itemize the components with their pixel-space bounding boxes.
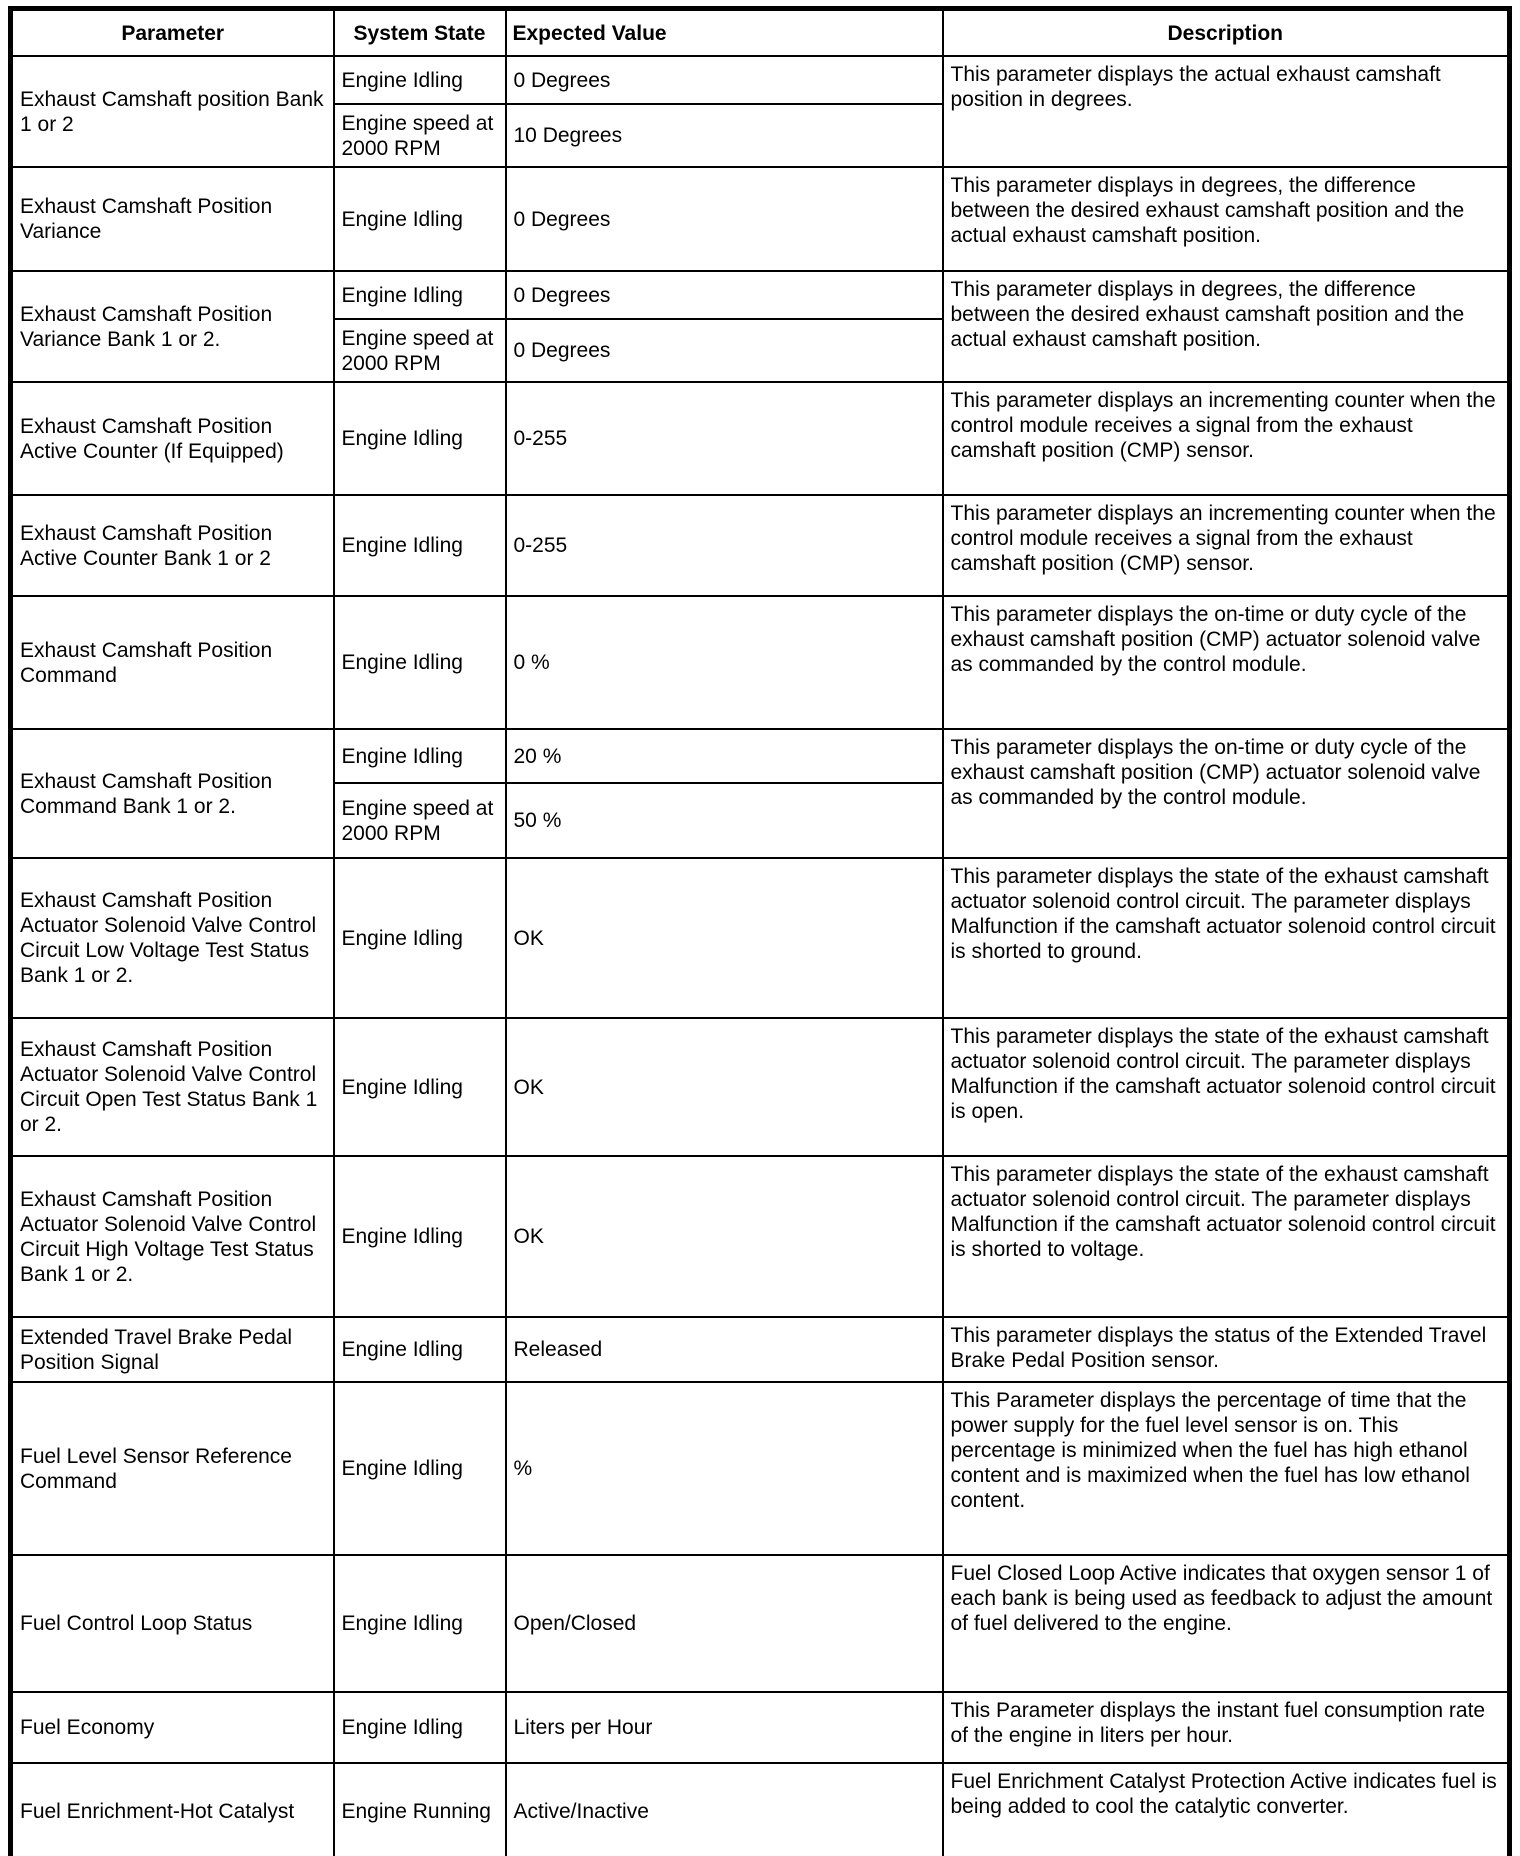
table-row xyxy=(11,729,1510,783)
system-state-cell: Engine Idling xyxy=(334,1555,506,1692)
system-state-cell: Engine Idling xyxy=(334,271,506,319)
parameter-table xyxy=(8,6,1512,1856)
description-cell: Fuel Enrichment Catalyst Protection Active indicates fuel is being added to cool the catalytic converter. xyxy=(943,1763,1510,1856)
table-row xyxy=(11,858,1510,1018)
parameter-cell: Fuel Enrichment-Hot Catalyst xyxy=(11,1763,334,1856)
description-cell: This parameter displays in degrees, the difference between the desired exhaust camshaft position and the actual exhaust camshaft position. xyxy=(943,271,1510,382)
expected-value-cell: Open/Closed xyxy=(506,1555,943,1692)
expected-value-cell: 0-255 xyxy=(506,495,943,596)
system-state-cell: Engine Idling xyxy=(334,1692,506,1763)
system-state-cell: Engine Running xyxy=(334,1763,506,1856)
parameter-cell: Fuel Level Sensor Reference Command xyxy=(11,1382,334,1555)
header-expected-value: Expected Value xyxy=(506,9,943,57)
parameter-cell: Exhaust Camshaft Position Variance xyxy=(11,167,334,271)
description-cell: This parameter displays an incrementing counter when the control module receives a signal from the exhaust camshaft position (CMP) sensor. xyxy=(943,495,1510,596)
parameter-cell: Exhaust Camshaft Position Actuator Solenoid Valve Control Circuit High Voltage Test Status Bank 1 or 2. xyxy=(11,1156,334,1317)
parameter-cell: Exhaust Camshaft Position Actuator Solenoid Valve Control Circuit Open Test Status Bank 1 or 2. xyxy=(11,1018,334,1156)
system-state-cell: Engine Idling xyxy=(334,1156,506,1317)
expected-value-cell: % xyxy=(506,1382,943,1555)
parameter-cell: Fuel Control Loop Status xyxy=(11,1555,334,1692)
table-row xyxy=(11,1692,1510,1763)
expected-value-cell: Released xyxy=(506,1317,943,1382)
expected-value-cell: 50 % xyxy=(506,783,943,858)
table-row xyxy=(11,1555,1510,1692)
table-row xyxy=(11,1763,1510,1856)
parameter-cell: Exhaust Camshaft Position Active Counter (If Equipped) xyxy=(11,382,334,495)
expected-value-cell: 20 % xyxy=(506,729,943,783)
expected-value-cell: OK xyxy=(506,1018,943,1156)
description-cell: This parameter displays the status of the Extended Travel Brake Pedal Position sensor. xyxy=(943,1317,1510,1382)
description-cell: Fuel Closed Loop Active indicates that oxygen sensor 1 of each bank is being used as feedback to adjust the amount of fuel delivered to the engine. xyxy=(943,1555,1510,1692)
table-row xyxy=(11,271,1510,319)
description-cell: This parameter displays the state of the exhaust camshaft actuator solenoid control circuit. The parameter displays Malfunction if the camshaft actuator solenoid control circuit is shorted to ground. xyxy=(943,858,1510,1018)
header-row xyxy=(11,9,1510,57)
description-cell: This parameter displays the actual exhaust camshaft position in degrees. xyxy=(943,56,1510,167)
system-state-cell: Engine speed at 2000 RPM xyxy=(334,783,506,858)
parameter-cell: Extended Travel Brake Pedal Position Signal xyxy=(11,1317,334,1382)
expected-value-cell: OK xyxy=(506,1156,943,1317)
parameter-cell: Exhaust Camshaft Position Active Counter Bank 1 or 2 xyxy=(11,495,334,596)
description-cell: This parameter displays the on-time or duty cycle of the exhaust camshaft position (CMP) actuator solenoid valve as commanded by the control module. xyxy=(943,729,1510,858)
description-cell: This parameter displays the state of the exhaust camshaft actuator solenoid control circuit. The parameter displays Malfunction if the camshaft actuator solenoid control circuit is shorted to voltage. xyxy=(943,1156,1510,1317)
description-cell: This parameter displays the state of the exhaust camshaft actuator solenoid control circuit. The parameter displays Malfunction if the camshaft actuator solenoid control circuit is open. xyxy=(943,1018,1510,1156)
parameter-cell: Exhaust Camshaft position Bank 1 or 2 xyxy=(11,56,334,167)
description-cell: This parameter displays the on-time or duty cycle of the exhaust camshaft position (CMP) actuator solenoid valve as commanded by the control module. xyxy=(943,596,1510,729)
expected-value-cell: 10 Degrees xyxy=(506,104,943,167)
system-state-cell: Engine Idling xyxy=(334,1018,506,1156)
table-row xyxy=(11,495,1510,596)
table-row xyxy=(11,382,1510,495)
table-row xyxy=(11,56,1510,104)
table-row xyxy=(11,1317,1510,1382)
expected-value-cell: Active/Inactive xyxy=(506,1763,943,1856)
header-parameter: Parameter xyxy=(11,9,334,57)
table-row xyxy=(11,167,1510,271)
parameter-cell: Fuel Economy xyxy=(11,1692,334,1763)
expected-value-cell: 0 % xyxy=(506,596,943,729)
expected-value-cell: 0 Degrees xyxy=(506,56,943,104)
expected-value-cell: OK xyxy=(506,858,943,1018)
system-state-cell: Engine Idling xyxy=(334,495,506,596)
table-row xyxy=(11,1018,1510,1156)
system-state-cell: Engine speed at 2000 RPM xyxy=(334,104,506,167)
system-state-cell: Engine Idling xyxy=(334,858,506,1018)
system-state-cell: Engine speed at 2000 RPM xyxy=(334,319,506,382)
description-cell: This parameter displays an incrementing counter when the control module receives a signal from the exhaust camshaft position (CMP) sensor. xyxy=(943,382,1510,495)
system-state-cell: Engine Idling xyxy=(334,596,506,729)
system-state-cell: Engine Idling xyxy=(334,729,506,783)
parameter-cell: Exhaust Camshaft Position Command xyxy=(11,596,334,729)
expected-value-cell: 0-255 xyxy=(506,382,943,495)
system-state-cell: Engine Idling xyxy=(334,167,506,271)
system-state-cell: Engine Idling xyxy=(334,382,506,495)
table-body xyxy=(11,56,1510,1856)
expected-value-cell: 0 Degrees xyxy=(506,271,943,319)
table-row xyxy=(11,1156,1510,1317)
parameter-cell: Exhaust Camshaft Position Variance Bank 1 or 2. xyxy=(11,271,334,382)
table-row xyxy=(11,1382,1510,1555)
parameter-cell: Exhaust Camshaft Position Command Bank 1 or 2. xyxy=(11,729,334,858)
system-state-cell: Engine Idling xyxy=(334,1382,506,1555)
parameter-cell: Exhaust Camshaft Position Actuator Solenoid Valve Control Circuit Low Voltage Test Status Bank 1 or 2. xyxy=(11,858,334,1018)
header-description: Description xyxy=(943,9,1510,57)
expected-value-cell: 0 Degrees xyxy=(506,167,943,271)
system-state-cell: Engine Idling xyxy=(334,56,506,104)
description-cell: This parameter displays in degrees, the difference between the desired exhaust camshaft position and the actual exhaust camshaft position. xyxy=(943,167,1510,271)
table-row xyxy=(11,596,1510,729)
expected-value-cell: 0 Degrees xyxy=(506,319,943,382)
description-cell: This Parameter displays the instant fuel consumption rate of the engine in liters per hour. xyxy=(943,1692,1510,1763)
description-cell: This Parameter displays the percentage of time that the power supply for the fuel level sensor is on. This percentage is minimized when the fuel has high ethanol content and is maximized when the fuel has low ethanol content. xyxy=(943,1382,1510,1555)
header-system-state: System State xyxy=(334,9,506,57)
expected-value-cell: Liters per Hour xyxy=(506,1692,943,1763)
system-state-cell: Engine Idling xyxy=(334,1317,506,1382)
